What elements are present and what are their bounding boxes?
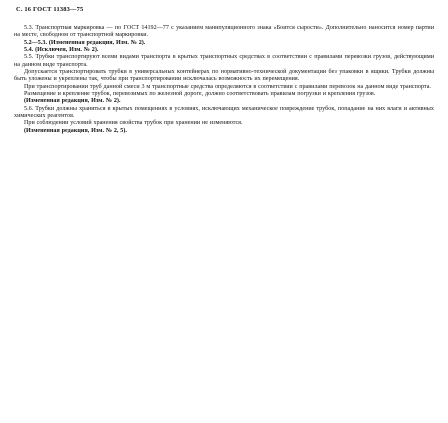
paragraph-5-5-containers: Допускается транспортировать трубки в универсальных контейнерах по нормативно-технической документации без упаковки в ящики. Трубки должны быть уложены и укреплены так, чтобы при транспортировании исключалась возможность их перемещения. [14, 69, 434, 83]
paragraph-5-5: 5.5. Трубки транспортируют всеми видами транспорта в крытых транспортных средствах в соответствии с правилами перевозки грузов, действующими на данном виде транспорта. [14, 54, 434, 68]
change-note-5-6: (Измененная редакция, Изм. № 2, 5). [24, 127, 127, 134]
paragraph-5-3: 5.3. Транспортная маркировка — по ГОСТ 14192—77 с указанием манипуляционного знака «Боится сырости». Дополнительно наносится номер партии на месте, свободном от транспортной маркировки. [14, 25, 434, 39]
change-note-5-5: (Измененная редакция, Изм. № 2). [24, 98, 121, 105]
paragraph-5-5-railway: Размещение и крепление трубок, перевозимых по железной дороге, должно соответствовать правилам погрузки и крепления грузов. [24, 91, 376, 98]
page-header: С. 16 ГОСТ 11383—75 [16, 6, 84, 13]
paragraph-5-6: 5.6. Трубки должны храниться в крытых помещениях в условиях, исключающих механическое повреждение трубок, попадание на них влаги и активных химических реагентов. [14, 105, 434, 120]
paragraph-5-4: 5.4. (Исключен, Изм. № 2). [24, 47, 99, 54]
paragraph-5-5-length: При транспортировании труб данной смеси 3 м транспортные средства определяются в соответствии с правилами перевозок на данном виде транспорта. [24, 83, 431, 90]
change-note-5-2-5-3: 5.2—5.3. (Измененная редакция, Изм. № 2). [24, 39, 146, 46]
paragraph-5-6-storage: При соблюдении условий хранения свойства трубок при хранении не изменяются. [24, 120, 243, 127]
